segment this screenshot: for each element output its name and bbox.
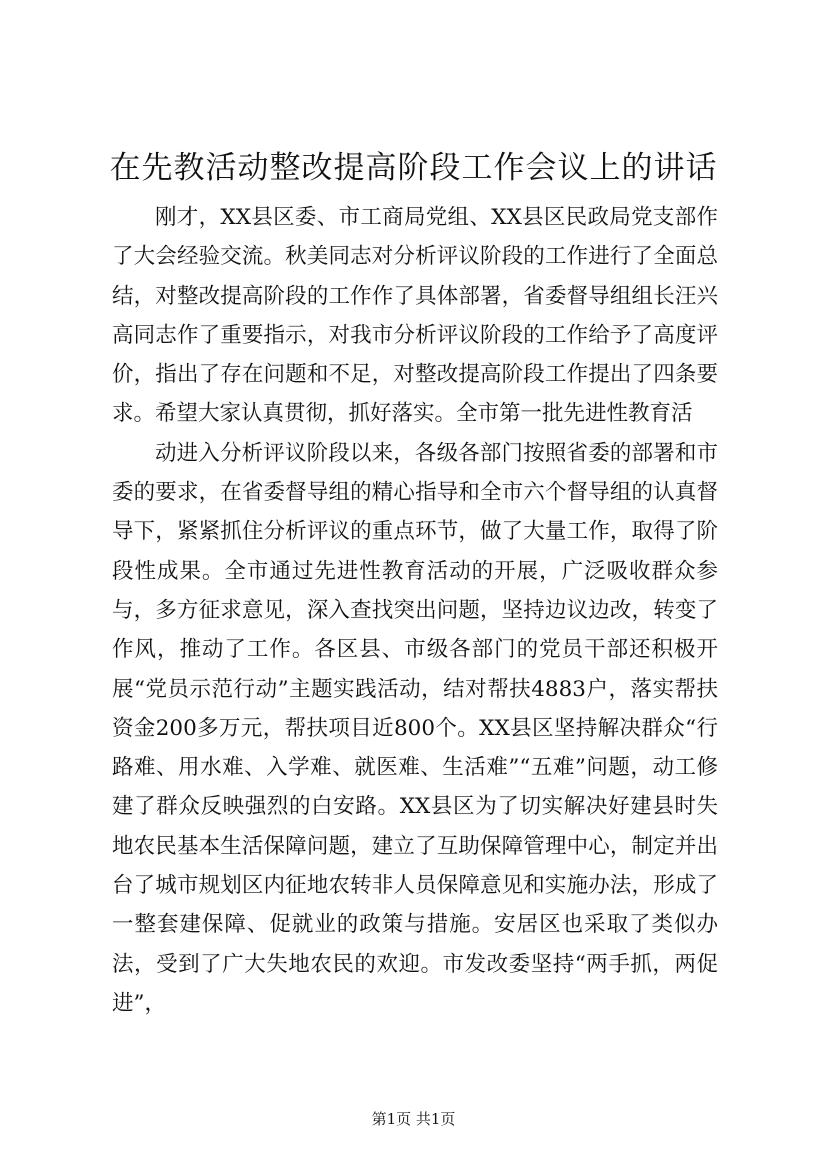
document-body — [112, 198, 718, 1023]
document-title: 在先教活动整改提高阶段工作会议上的讲话 — [109, 150, 718, 186]
paragraph-2: 动进入分析评议阶段以来，各级各部门按照省委的部署和市委的要求，在省委督导组的精心指导和全市六个督导组的认真督导下，紧紧抓住分析评议的重点环节，做了大量工作，取得了阶段性成果。全市通过先进性教育活动的开展，广泛吸收群众参与，多方征求意见，深入查找突出问题，坚持边议边改，转变了作风，推动了工作。各区县、市级各部门的党员干部还积极开展“党员示范行动”主题实践活动，结对帮扶4883户，落实帮扶资金200多万元，帮扶项目近800个。XX县区坚持解决群众“行路难、用水难、入学难、就医难、生活难”“五难”问题，动工修建了群众反映强烈的白安路。XX县区为了切实解决好建县时失地农民基本生活保障问题，建立了互助保障管理中心，制定并出台了城市规划区内征地农转非人员保障意见和实施办法，形成了一整套建保障、促就业的政策与措施。安居区也采取了类似办法，受到了广大失地农民的欢迎。市发改委坚持“两手抓，两促进”， — [112, 440, 718, 1016]
paragraph-1: 刚才，XX县区委、市工商局党组、XX县区民政局党支部作了大会经验交流。秋美同志对分析评议阶段的工作进行了全面总结，对整改提高阶段的工作作了具体部署，省委督导组组长汪兴高同志作了重要指示，对我市分析评议阶段的工作给予了高度评价，指出了存在问题和不足，对整改提高阶段工作提出了四条要求。希望大家认真贯彻，抓好落实。全市第一批先进性教育活 — [112, 205, 718, 427]
page-footer: 第1页 共1页 — [371, 1110, 456, 1128]
